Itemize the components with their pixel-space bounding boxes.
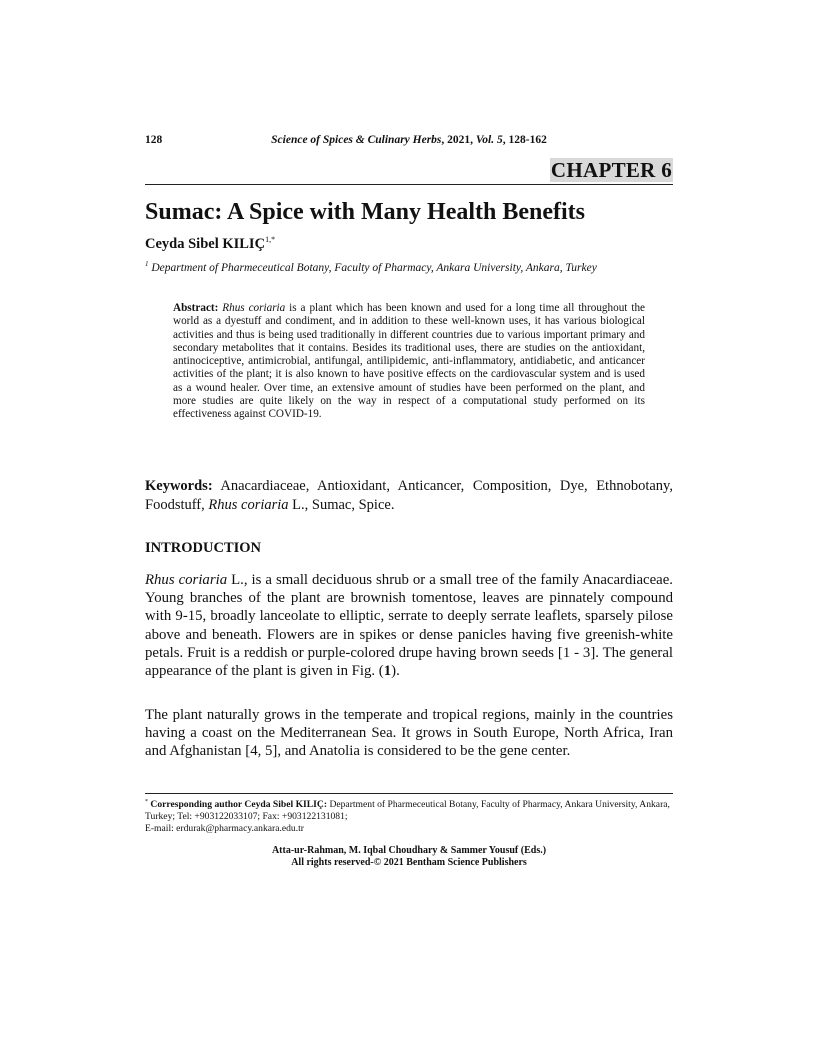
running-header — [145, 134, 673, 152]
keywords-list-start: Anacardiaceae, Antioxidant, Anticancer, Composition, Dye, Ethnobotany, Foodstuff, — [145, 478, 673, 513]
journal-pages: , 128-162 — [502, 134, 547, 146]
footnote-divider — [145, 793, 673, 794]
keywords-species: Rhus coriaria — [208, 497, 289, 513]
journal-citation — [145, 134, 673, 146]
footnote-email: E-mail: erdurak@pharmacy.ankara.edu.tr — [145, 822, 304, 834]
paragraph-2: The plant naturally grows in the temperate and tropical regions, mainly in the countries having a coast on the Mediterranean Sea. It grows in South Europe, North Africa, Iran and Afghanistan [4, 5], and Anatolia is considered to be the gene center. — [145, 707, 673, 760]
article-title: Sumac: A Spice with Many Health Benefits — [145, 199, 586, 225]
keywords-label: Keywords: — [145, 478, 213, 494]
figure-reference[interactable]: 1 — [383, 663, 392, 680]
paragraph-1-text: L., is a small deciduous shrub or a small tree of the family Anacardiaceae. Young branches of the plant are brownish tomentose, leaves are pinnately compound with 9-15, broadly lanceolate to elliptic, serrate to deeply serrate leaflets, sparsely pilose above and beneath. Flowers are in spikes or dense panicles having five greenish-white petals. Fruit is a reddish or purple-colored drupe having brown seeds [1 - 3]. The general appearance of the plant is given in Fig. ( — [145, 572, 674, 680]
keywords — [145, 477, 673, 515]
chapter-label: CHAPTER 6 — [550, 158, 672, 182]
author-line — [145, 235, 275, 253]
paragraph-1 — [145, 571, 673, 680]
abstract-text: is a plant which has been known and used for a long time all throughout the world as a dyestuff and condiment, and in addition to these well-known uses, it has various biological activities and thus is being used traditionally in different countries due to various important primary and secondary metabolites that it contains. Besides its traditional uses, there are studies on the antioxidant, antinociceptive, antimicrobial, antifungal, antilipidemic, anti-inflammatory, antidiabetic, and anticancer activities of the plant; it is also known to have positive effects on the cardiovascular system and is used as a wound healer. Over time, an extensive amount of studies have been performed on the plant, and more studies are quite likely on the way in respect of a computational study performed on its effectiveness against COVID-19. — [173, 302, 646, 421]
journal-year: , 2021, — [441, 134, 476, 146]
keywords-list-end: L., Sumac, Spice. — [292, 497, 395, 513]
abstract-species: Rhus coriaria — [222, 302, 286, 314]
footnote — [145, 797, 673, 835]
journal-volume: Vol. 5 — [475, 134, 503, 146]
author-superscript: 1,* — [265, 235, 276, 244]
footnote-label: Corresponding author Ceyda Sibel KILIÇ: — [150, 799, 328, 811]
affiliation-superscript: 1 — [145, 260, 149, 268]
footer-rights: All rights reserved-© 2021 Bentham Science Publishers — [291, 857, 527, 868]
chapter-banner — [145, 158, 673, 185]
paragraph-1-end: ). — [391, 663, 400, 680]
page-footer — [145, 845, 673, 869]
author-name: Ceyda Sibel KILIÇ — [145, 235, 266, 252]
abstract — [173, 302, 645, 422]
footer-editors: Atta-ur-Rahman, M. Iqbal Choudhary & Sammer Yousuf (Eds.) — [271, 845, 547, 856]
affiliation-text: Department of Pharmeceutical Botany, Faculty of Pharmacy, Ankara University, Ankara, Turkey — [151, 261, 597, 274]
abstract-label: Abstract: — [173, 302, 219, 314]
journal-name: Science of Spices & Culinary Herbs — [271, 134, 442, 146]
paragraph-1-species: Rhus coriaria — [145, 572, 228, 588]
footnote-marker: * — [145, 799, 148, 805]
footnote-text: Department of Pharmeceutical Botany, Faculty of Pharmacy, Ankara University, Ankara, Turkey; Tel: +903122033107; Fax: +903122131081; — [145, 799, 670, 822]
page-number: 128 — [145, 134, 163, 146]
section-heading-introduction: INTRODUCTION — [145, 540, 262, 556]
affiliation — [145, 260, 685, 274]
